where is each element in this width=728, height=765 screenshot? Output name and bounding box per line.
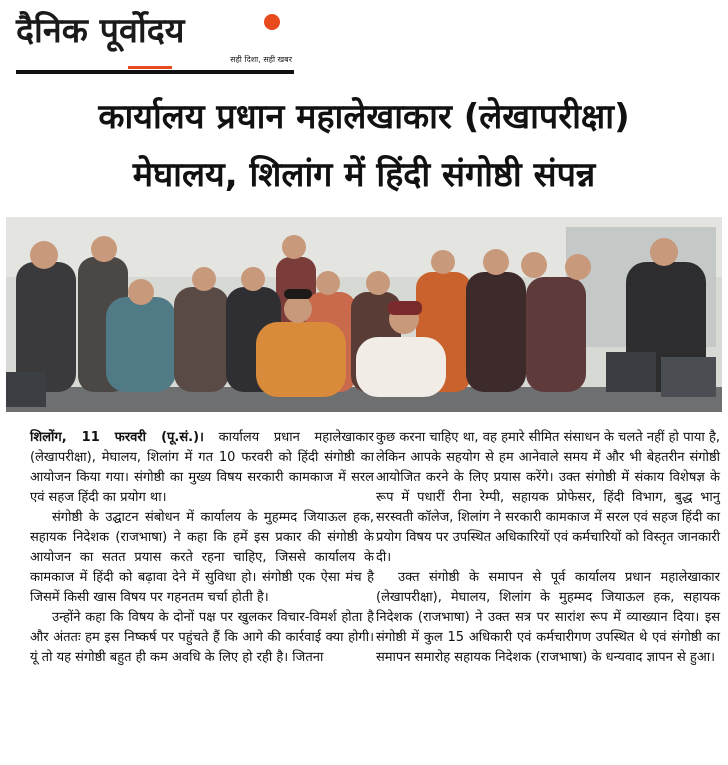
article-column-right bbox=[376, 428, 720, 668]
newspaper-masthead bbox=[8, 4, 298, 74]
article-column-left bbox=[30, 428, 374, 668]
article-paragraph: कुछ करना चाहिए था, वह हमारे सीमित संसाधन के चलते नहीं हो पाया है, लेकिन आपके सहयोग से हम आनेवाले समय में और भी बेहतरीन संगोष्ठी आयोजित करने के लिए प्रयास करेंगे। उक्त संगोष्ठी में संकाय विशेषज्ञ के रूप में पधारीं रीना रेम्पी, सहायक प्रोफेसर, हिंदी विभाग, बुद्ध भानु सरस्वती कॉलेज, शिलांग ने सरकारी कामकाज में सरल एवं सहज हिंदी का प्रयोग विषय पर उपस्थित अधिकारियों एवं कर्मचारियों को विस्तृत जानकारी दी। bbox=[376, 430, 720, 565]
article-dateline: शिलोंग, 11 फरवरी (पू.सं.)। bbox=[30, 430, 204, 445]
article-paragraph: उक्त संगोष्ठी के समापन से पूर्व कार्यालय प्रधान महालेखाकार (लेखापरीक्षा), मेघालय, शिलांग के मुहम्मद जियाऊल हक, सहायक निदेशक (राजभाषा) ने उक्त सत्र पर सारांश रूप में व्याख्यान दिया। इस संगोष्ठी में कुल 15 अधिकारी एवं कर्मचारीगण उपस्थित थे एवं संगोष्ठी का समापन समारोह सहायक निदेशक (राजभाषा) के धन्यवाद ज्ञापन से हुआ। bbox=[376, 570, 720, 665]
article-paragraph: उन्होंने कहा कि विषय के दोनों पक्ष पर खुलकर विचार-विमर्श होता है और अंततः हम इस निष्कर्ष पर पहुंचते हैं कि आगे की कार्रवाई क्या होगी। यूं तो यह संगोष्ठी बहुत ही कम अवधि के लिए हो रही है। जितना bbox=[30, 610, 374, 665]
group-photo bbox=[6, 217, 722, 412]
masthead-accent-bar bbox=[128, 66, 172, 69]
headline-line-2: मेघालय, शिलांग में हिंदी संगोष्ठी संपन्न bbox=[132, 155, 596, 195]
masthead-rule bbox=[16, 70, 294, 74]
logo-sun-dot bbox=[264, 14, 280, 30]
article-paragraph: संगोष्ठी के उद्घाटन संबोधन में कार्यालय के मुहम्मद जियाऊल हक, सहायक निदेशक (राजभाषा) ने कहा कि हमें इस प्रकार की संगोष्ठी के आयोजन का सतत प्रयास करते रहना चाहिए, जिससे कार्यालय के कामकाज में हिंदी को बढ़ावा देने में सुविधा हो। संगोष्ठी एक ऐसा मंच है जिसमें किसी खास विषय पर गहनतम चर्चा होती है। bbox=[30, 510, 374, 605]
newspaper-logo: दैनिक पूर्वोदय bbox=[16, 11, 185, 51]
masthead-tagline: सही दिशा, सही खबर bbox=[230, 55, 292, 64]
article-paragraph bbox=[30, 428, 374, 508]
paragraph-text: कार्यालय प्रधान महालेखाकार (लेखापरीक्षा), मेघालय, शिलांग में गत 10 फरवरी को हिंदी संगोष्ठी का आयोजन किया गया। संगोष्ठी का मुख्य विषय सरकारी कामकाज में सरल एवं सहज हिंदी का प्रयोग था। bbox=[30, 430, 374, 505]
headline-line-1: कार्यालय प्रधान महालेखाकार (लेखापरीक्षा) bbox=[98, 97, 630, 137]
group-photo-illustration bbox=[6, 217, 722, 412]
